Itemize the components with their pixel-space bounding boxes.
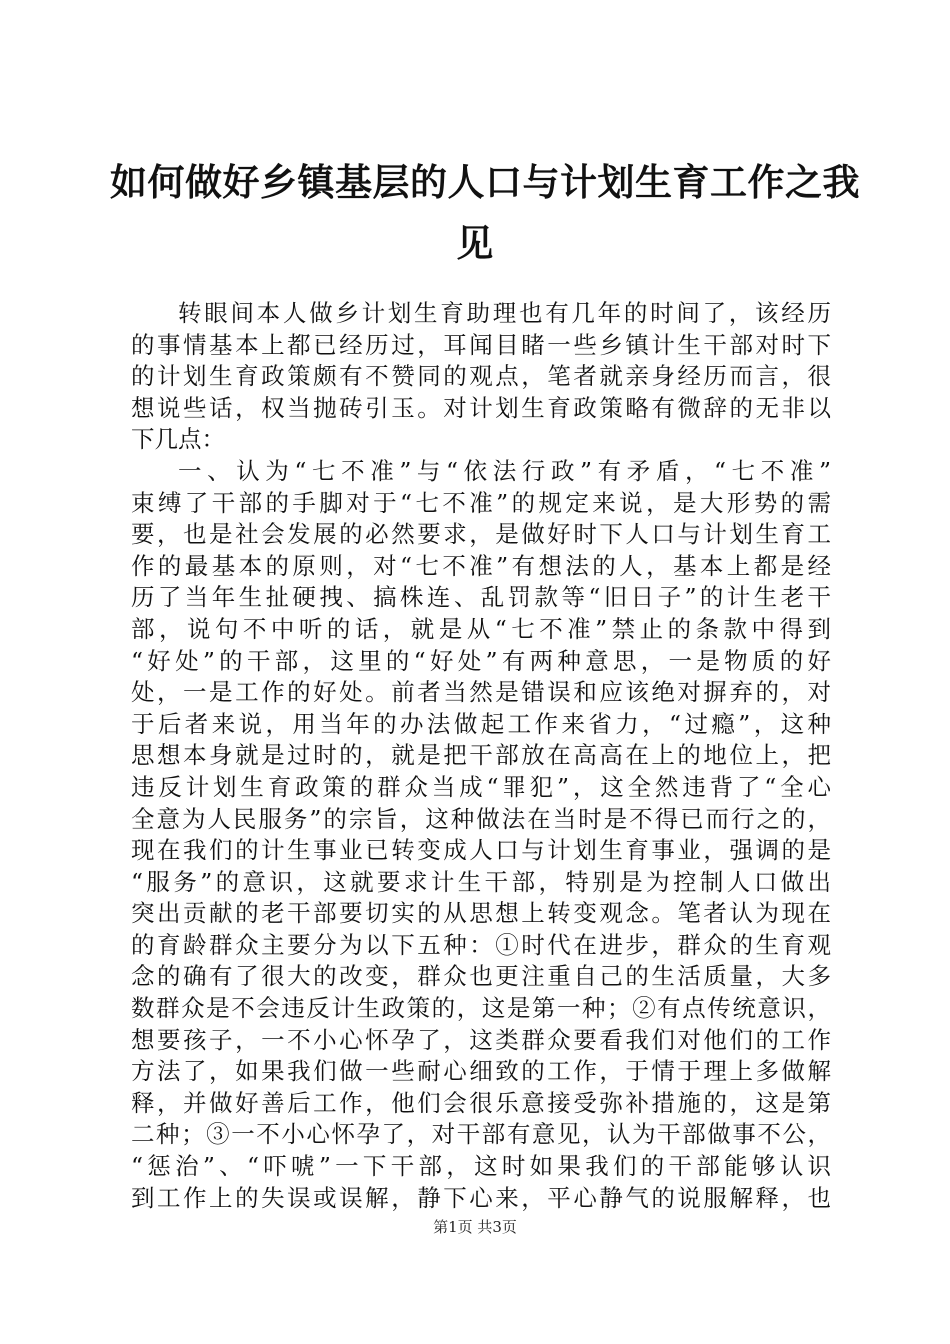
body-line: 到工作上的失误或误解，静下心来，平心静气的说服解释，也 (131, 1183, 831, 1212)
body-line: 转眼间本人做乡计划生育助理也有几年的时间了，该经历 (178, 299, 831, 327)
page-footer: 第1页 共3页 (433, 1218, 517, 1236)
body-line: 的事情基本上都已经历过，耳闻目睹一些乡镇计生干部对时下 (131, 330, 831, 359)
body-line: 方法了，如果我们做一些耐心细致的工作，于情于理上多做解 (131, 1057, 831, 1086)
body-line: 束缚了干部的手脚对于“七不准”的规定来说，是大形势的需 (131, 488, 831, 517)
body-line: 思想本身就是过时的，就是把干部放在高高在上的地位上，把 (131, 741, 831, 770)
body-line: 作的最基本的原则，对“七不准”有想法的人，基本上都是经 (131, 551, 831, 580)
body-line: 的育龄群众主要分为以下五种：①时代在进步，群众的生育观 (131, 930, 831, 959)
body-line: “好处”的干部，这里的“好处”有两种意思，一是物质的好 (131, 646, 831, 675)
body-line: 历了当年生扯硬拽、搞株连、乱罚款等“旧日子”的计生老干 (131, 583, 831, 612)
body-line: 念的确有了很大的改变，群众也更注重自己的生活质量，大多 (131, 962, 831, 991)
body-line: 突出贡献的老干部要切实的从思想上转变观念。笔者认为现在 (131, 899, 831, 928)
body-line: 于后者来说，用当年的办法做起工作来省力，“过瘾”，这种 (131, 709, 831, 738)
body-line: 释，并做好善后工作，他们会很乐意接受弥补措施的，这是第 (131, 1088, 831, 1117)
body-line: “服务”的意识，这就要求计生干部，特别是为控制人口做出 (131, 867, 831, 896)
document-title-line-1: 如何做好乡镇基层的人口与计划生育工作之我 (110, 160, 860, 204)
body-line: 现在我们的计生事业已转变成人口与计划生育事业，强调的是 (131, 836, 831, 865)
body-line: 二种；③一不小心怀孕了，对干部有意见，认为干部做事不公， (131, 1120, 831, 1149)
document-body (131, 298, 831, 1214)
body-line: 要，也是社会发展的必然要求，是做好时下人口与计划生育工 (131, 520, 831, 549)
body-line: 一、认为“七不准”与“依法行政”有矛盾，“七不准” (178, 456, 831, 485)
body-line: 下几点： (131, 425, 225, 454)
document-title-line-2: 见 (456, 221, 494, 265)
body-line: “惩治”、“吓唬”一下干部，这时如果我们的干部能够认识 (131, 1152, 831, 1181)
body-line: 处，一是工作的好处。前者当然是错误和应该绝对摒弃的，对 (131, 678, 831, 707)
body-line: 想要孩子，一不小心怀孕了，这类群众要看我们对他们的工作 (131, 1025, 831, 1054)
body-line: 全意为人民服务”的宗旨，这种做法在当时是不得已而行之的， (131, 804, 831, 833)
body-line: 的计划生育政策颇有不赞同的观点，笔者就亲身经历而言，很 (131, 362, 831, 391)
body-line: 数群众是不会违反计生政策的，这是第一种；②有点传统意识， (131, 994, 831, 1023)
body-line: 想说些话，权当抛砖引玉。对计划生育政策略有微辞的无非以 (131, 393, 831, 422)
body-line: 违反计划生育政策的群众当成“罪犯”，这全然违背了“全心 (131, 772, 831, 801)
body-line: 部，说句不中听的话，就是从“七不准”禁止的条款中得到 (131, 614, 831, 643)
